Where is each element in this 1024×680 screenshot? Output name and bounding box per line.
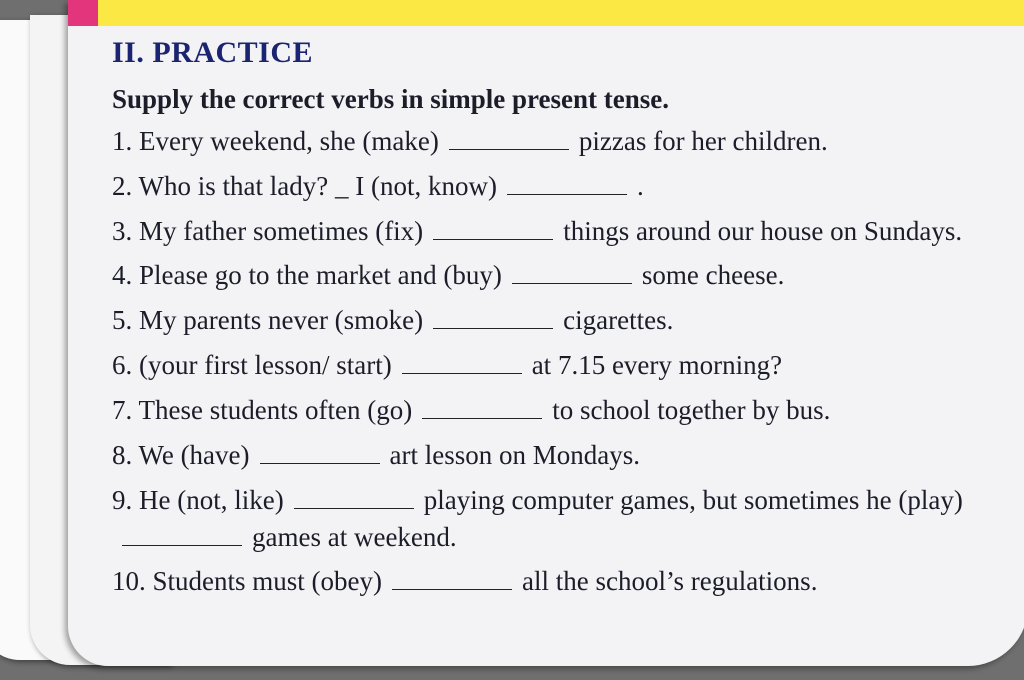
answer-blank (122, 544, 242, 546)
exercise-text-before: 9. He (not, like) (112, 485, 284, 515)
exercise-item-8 (112, 437, 992, 473)
exercise-text-after: cigarettes. (563, 305, 674, 335)
exercise-text-before: 5. My parents never (smoke) (112, 305, 424, 335)
exercise-text-after: to school together by bus. (552, 395, 831, 425)
answer-blank (512, 282, 632, 284)
answer-blank (422, 417, 542, 419)
exercise-text-before: 3. My father sometimes (fix) (112, 216, 424, 246)
instruction-text: Supply the correct verbs in simple present tense. (112, 84, 669, 114)
section-title: II. PRACTICE (112, 36, 314, 69)
exercise-item-1 (112, 123, 992, 159)
exercise-text-before: 7. These students often (go) (112, 395, 413, 425)
exercise-text-middle: playing computer games, but sometimes he (play) (423, 485, 963, 515)
exercise-item-5 (112, 302, 992, 338)
answer-blank (392, 588, 512, 590)
exercise-text-after: games at weekend. (252, 522, 457, 552)
exercise-text-before: 2. Who is that lady? _ I (not, know) (112, 171, 497, 201)
exercise-item-7 (112, 392, 992, 428)
answer-blank (402, 372, 522, 374)
exercise-text-after: at 7.15 every morning? (531, 350, 783, 380)
exercise-text-before: 1. Every weekend, she (make) (112, 126, 439, 156)
exercise-item-4 (112, 257, 992, 293)
answer-blank (294, 507, 414, 509)
answer-blank (260, 462, 380, 464)
top-color-band (98, 0, 1024, 26)
exercise-list (112, 123, 992, 599)
exercise-text-before: 6. (your first lesson/ start) (112, 350, 392, 380)
answer-blank (433, 327, 553, 329)
exercise-item-2 (112, 168, 992, 204)
exercise-text-after: pizzas for her children. (578, 126, 828, 156)
exercise-text-after: . (636, 171, 644, 201)
exercise-text-after: all the school’s regulations. (522, 566, 818, 596)
exercise-text-after: some cheese. (641, 260, 785, 290)
exercise-text-before: 10. Students must (obey) (112, 566, 382, 596)
answer-blank (449, 148, 569, 150)
exercise-item-3 (112, 213, 992, 250)
exercise-item-6 (112, 347, 992, 383)
exercise-text-after: art lesson on Mondays. (389, 440, 641, 470)
answer-blank (507, 193, 627, 195)
worksheet-content (112, 36, 992, 608)
exercise-text-before: 8. We (have) (112, 440, 250, 470)
exercise-item-10 (112, 563, 992, 599)
exercise-text-before: 4. Please go to the market and (buy) (112, 260, 502, 290)
exercise-item-9 (112, 482, 992, 556)
exercise-text-after: things around our house on Sundays. (563, 216, 963, 246)
answer-blank (433, 238, 553, 240)
